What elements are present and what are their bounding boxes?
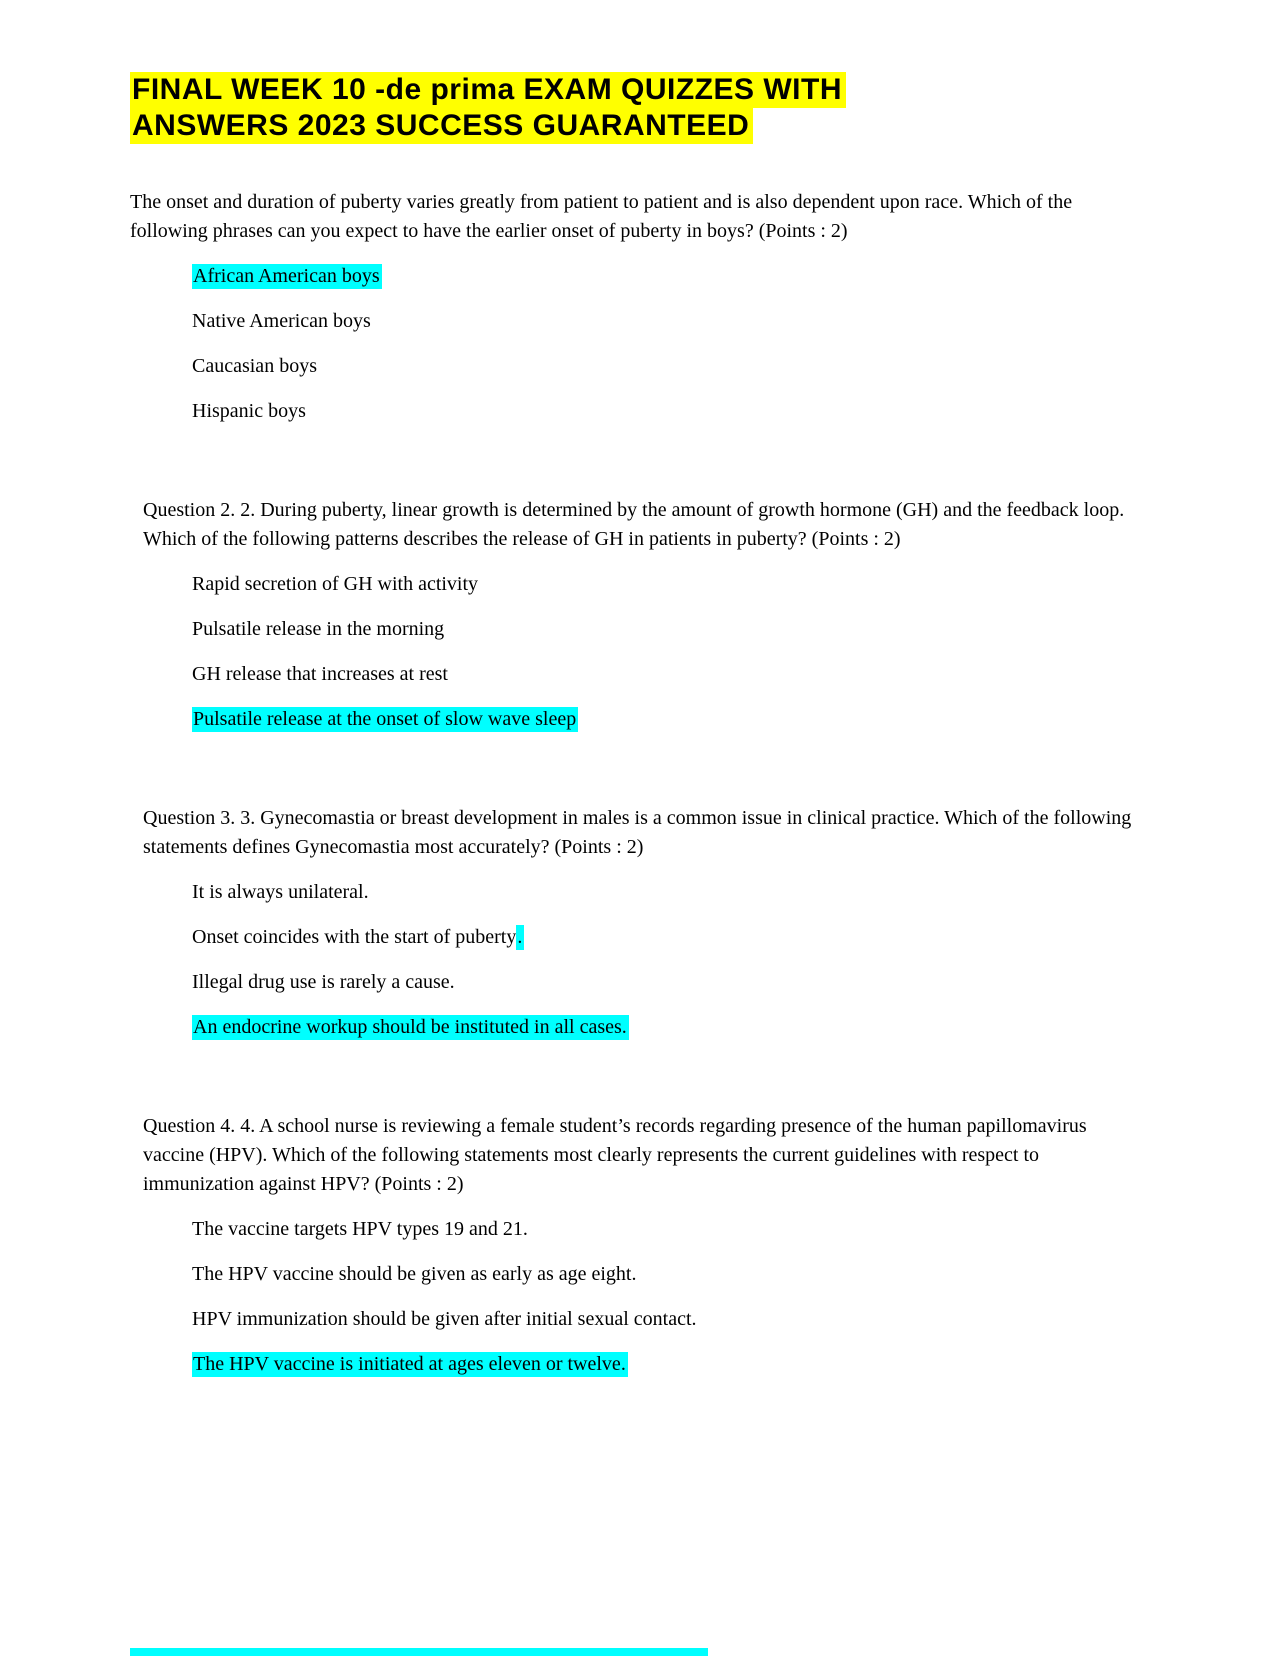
highlighted-answer-text: The HPV vaccine is initiated at ages eleven or twelve. (193, 1353, 626, 1375)
question-block-3 (130, 804, 1150, 1042)
answer-option (192, 570, 1142, 599)
highlighted-answer-text: Pulsatile release at the onset of slow wave sleep (193, 708, 577, 730)
highlighted-answer-text: African American boys (193, 265, 380, 287)
answer-option (192, 1013, 1142, 1042)
answer-text: Illegal drug use is rarely a cause. (192, 971, 455, 993)
answer-option (192, 878, 1142, 907)
answer-option (192, 262, 1142, 291)
answer-option (192, 307, 1142, 336)
answer-text: Onset coincides with the start of puberty (192, 926, 517, 948)
question-block-2 (130, 496, 1150, 734)
answer-option (192, 705, 1142, 734)
question-prompt: Question 3. 3. Gynecomastia or breast development in males is a common issue in clinical practice. Which of the following statements defines Gynecomastia most accurately? (Points : 2) (143, 807, 1132, 858)
title-line-1: FINAL WEEK 10 -de prima EXAM QUIZZES WITH (130, 72, 846, 108)
question-block-4 (130, 1112, 1150, 1379)
question-prompt: Question 4. 4. A school nurse is reviewing a female student’s records regarding presence of the human papillomavirus vaccine (HPV). Which of the following statements most clearly represents the current guidelines with respect to immunization against HPV? (Points : 2) (143, 1115, 1087, 1195)
answer-text: GH release that increases at rest (192, 663, 448, 685)
answer-option (192, 968, 1142, 997)
question-prompt: The onset and duration of puberty varies greatly from patient to patient and is also dependent upon race. Which of the following phrases can you expect to have the earlier onset of puberty in boys? (Points : 2) (130, 191, 1073, 242)
answer-option (192, 352, 1142, 381)
answer-text: Native American boys (192, 310, 371, 332)
title-line-2: ANSWERS 2023 SUCCESS GUARANTEED (130, 108, 753, 144)
cutoff-highlight-bar (130, 1648, 708, 1656)
answer-option (192, 923, 1142, 952)
answer-option (192, 1305, 1142, 1334)
answer-text: The HPV vaccine should be given as early as age eight. (192, 1263, 637, 1285)
questions-container (130, 188, 1150, 1379)
answer-text: Caucasian boys (192, 355, 317, 377)
highlighted-answer-text: An endocrine workup should be instituted in all cases. (193, 1016, 627, 1038)
answer-text: HPV immunization should be given after initial sexual contact. (192, 1308, 697, 1330)
answer-text: It is always unilateral. (192, 881, 369, 903)
answer-option (192, 397, 1142, 426)
answer-text: Pulsatile release in the morning (192, 618, 445, 640)
answer-text: The vaccine targets HPV types 19 and 21. (192, 1218, 528, 1240)
answer-text: Hispanic boys (192, 400, 306, 422)
answer-option (192, 1260, 1142, 1289)
question-block-1 (130, 188, 1150, 426)
answer-text: Rapid secretion of GH with activity (192, 573, 479, 595)
answer-option (192, 1350, 1142, 1379)
question-prompt: Question 2. 2. During puberty, linear growth is determined by the amount of growth hormone (GH) and the feedback loop. Which of the following patterns describes the release of GH in patients in puberty? (Points : 2) (143, 499, 1125, 550)
page-title (130, 72, 1150, 144)
answer-option (192, 1215, 1142, 1244)
highlighted-answer-text: . (517, 926, 523, 948)
answer-option (192, 615, 1142, 644)
answer-option (192, 660, 1142, 689)
